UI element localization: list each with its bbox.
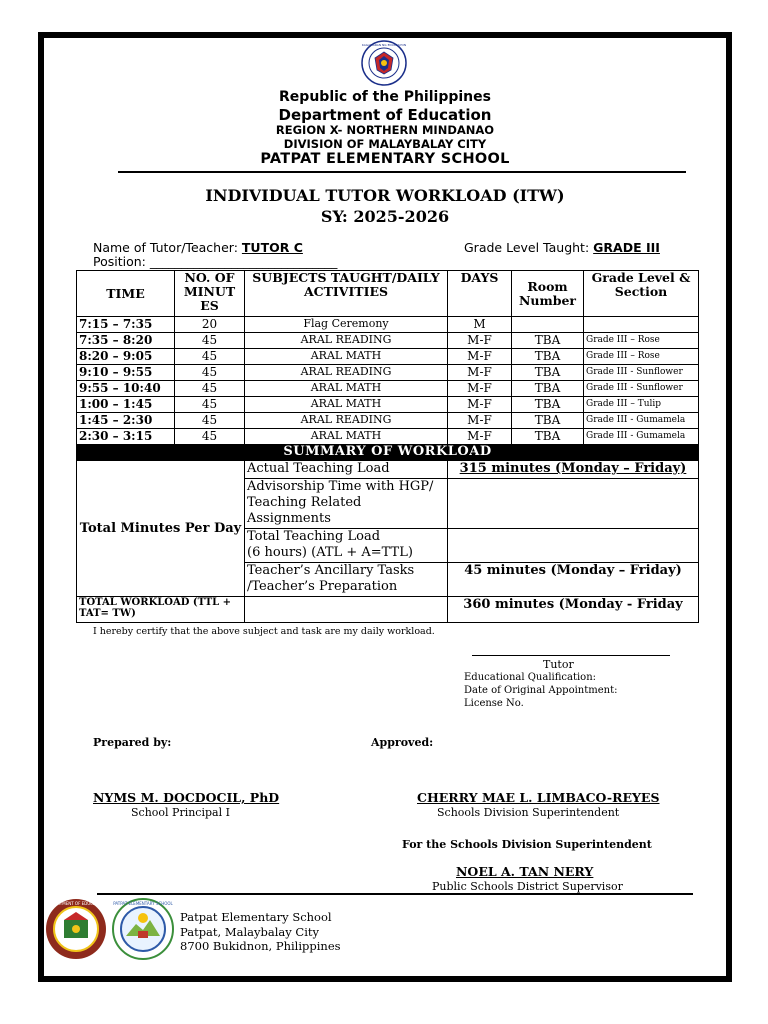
footer-city: Patpat, Malaybalay City — [180, 924, 320, 939]
footer-school-name: Patpat Elementary School — [180, 910, 332, 924]
row-section: Grade III – Rose — [584, 349, 699, 365]
tat-value: 45 minutes (Monday – Friday) — [448, 563, 699, 597]
prepared-by-label: Prepared by: — [93, 736, 172, 749]
row-subject: ARAL MATH — [245, 397, 448, 413]
row-room: TBA — [512, 381, 584, 397]
row-section: Grade III – Tulip — [584, 397, 699, 413]
row-time: 9:55 – 10:40 — [77, 381, 175, 397]
row-section — [584, 317, 699, 333]
row-subject: ARAL READING — [245, 365, 448, 381]
header-time: TIME — [77, 271, 175, 317]
row-section: Grade III - Sunflower — [584, 381, 699, 397]
row-minutes: 20 — [175, 317, 245, 333]
qualification-label: Educational Qualification: — [464, 672, 596, 683]
deped-seal-logo — [361, 40, 407, 86]
total-workload-label: TOTAL WORKLOAD (TTL + TAT= TW) — [77, 597, 245, 623]
row-room: TBA — [512, 413, 584, 429]
footer-divider — [97, 893, 693, 895]
row-room: TBA — [512, 365, 584, 381]
approved-label: Approved: — [371, 736, 434, 749]
department-heading: Department of Education — [278, 106, 492, 124]
atl-label: Actual Teaching Load — [245, 461, 448, 479]
region-heading: REGION X- NORTHERN MINDANAO — [275, 123, 495, 137]
header-days: DAYS — [448, 271, 512, 317]
row-subject: ARAL MATH — [245, 381, 448, 397]
summary-row-atl — [77, 461, 699, 479]
row-minutes: 45 — [175, 429, 245, 445]
row-minutes: 45 — [175, 413, 245, 429]
row-days: M-F — [448, 397, 512, 413]
atl-value: 315 minutes (Monday – Friday) — [448, 461, 699, 479]
grade-level-value: GRADE III — [593, 240, 660, 255]
row-days: M-F — [448, 333, 512, 349]
school-year: SY: 2025-2026 — [320, 207, 450, 226]
row-section: Grade III - Gumamela — [584, 413, 699, 429]
grade-level-line — [464, 240, 660, 255]
row-room: TBA — [512, 349, 584, 365]
row-minutes: 45 — [175, 381, 245, 397]
header-minutes: NO. OF MINUT ES — [175, 271, 245, 317]
table-row — [77, 429, 699, 445]
total-workload-value: 360 minutes (Monday - Friday — [448, 597, 699, 623]
summary-bar: SUMMARY OF WORKLOAD — [77, 445, 699, 461]
svg-text:PATPAT ELEMENTARY SCHOOL: PATPAT ELEMENTARY SCHOOL — [113, 901, 173, 906]
table-row — [77, 381, 699, 397]
row-section: Grade III - Sunflower — [584, 365, 699, 381]
certification-statement: I hereby certify that the above subject and task are my daily workload. — [93, 626, 435, 637]
ttl-value — [448, 529, 699, 563]
position-blank: ______________________________ — [149, 254, 338, 269]
tat-label: Teacher’s Ancillary Tasks /Teacher’s Preparation — [245, 563, 448, 597]
row-minutes: 45 — [175, 397, 245, 413]
row-room: TBA — [512, 397, 584, 413]
table-row — [77, 365, 699, 381]
tutor-name-value: TUTOR C — [241, 240, 303, 255]
grade-level-label: Grade Level Taught: — [464, 240, 590, 255]
row-time: 7:15 – 7:35 — [77, 317, 175, 333]
row-time: 9:10 – 9:55 — [77, 365, 175, 381]
tw-empty — [245, 597, 448, 623]
sds-title: Schools Division Superintendent — [437, 806, 620, 819]
division-seal-logo — [44, 898, 108, 960]
table-row — [77, 333, 699, 349]
row-room: TBA — [512, 429, 584, 445]
summary-row-tw — [77, 597, 699, 623]
tutor-name-label: Name of Tutor/Teacher: — [93, 240, 238, 255]
row-room: TBA — [512, 333, 584, 349]
republic-heading: Republic of the Philippines — [279, 89, 491, 105]
psds-name: NOEL A. TAN NERY — [456, 864, 594, 879]
row-section: Grade III - Gumamela — [584, 429, 699, 445]
header-divider — [118, 171, 686, 173]
header-subjects: SUBJECTS TAUGHT/DAILY ACTIVITIES — [245, 271, 448, 317]
division-heading: DIVISION OF MALAYBALAY CITY — [283, 137, 487, 151]
tutor-signature-line — [472, 655, 670, 656]
row-minutes: 45 — [175, 365, 245, 381]
summary-bar-row — [77, 445, 699, 461]
position-line — [93, 254, 337, 269]
principal-name: NYMS M. DOCDOCIL, PhD — [93, 790, 280, 805]
psds-title: Public Schools District Supervisor — [432, 880, 623, 893]
header-room: Room Number — [512, 271, 584, 317]
svg-text:KAGAWARAN NG EDUKASYON: KAGAWARAN NG EDUKASYON — [361, 43, 407, 47]
tutor-label: Tutor — [543, 658, 574, 671]
row-subject: ARAL MATH — [245, 429, 448, 445]
row-time: 1:45 – 2:30 — [77, 413, 175, 429]
row-time: 2:30 – 3:15 — [77, 429, 175, 445]
for-sds-label: For the Schools Division Superintendent — [402, 838, 652, 851]
principal-title: School Principal I — [131, 806, 230, 819]
row-days: M-F — [448, 381, 512, 397]
row-days: M — [448, 317, 512, 333]
row-time: 1:00 – 1:45 — [77, 397, 175, 413]
table-row — [77, 397, 699, 413]
total-minutes-label: Total Minutes Per Day — [77, 461, 245, 597]
row-subject: ARAL READING — [245, 333, 448, 349]
row-time: 8:20 – 9:05 — [77, 349, 175, 365]
row-room — [512, 317, 584, 333]
school-seal-logo — [112, 898, 174, 960]
license-label: License No. — [464, 698, 524, 709]
row-minutes: 45 — [175, 333, 245, 349]
document-title: INDIVIDUAL TUTOR WORKLOAD (ITW) — [205, 186, 565, 205]
table-row — [77, 413, 699, 429]
row-days: M-F — [448, 365, 512, 381]
header-section: Grade Level & Section — [584, 271, 699, 317]
row-section: Grade III – Rose — [584, 333, 699, 349]
sds-name: CHERRY MAE L. LIMBACO-REYES — [417, 790, 660, 805]
row-minutes: 45 — [175, 349, 245, 365]
footer-address — [180, 910, 341, 954]
appointment-label: Date of Original Appointment: — [464, 685, 618, 696]
row-days: M-F — [448, 413, 512, 429]
row-days: M-F — [448, 349, 512, 365]
table-header-row — [77, 271, 699, 317]
table-row — [77, 317, 699, 333]
footer-province: 8700 Bukidnon, Philippines — [180, 939, 341, 953]
advisory-label: Advisorship Time with HGP/ Teaching Related Assignments — [245, 479, 448, 529]
tutor-name-line — [93, 240, 303, 255]
table-row — [77, 349, 699, 365]
workload-table — [76, 270, 699, 623]
row-days: M-F — [448, 429, 512, 445]
advisory-value — [448, 479, 699, 529]
position-label: Position: — [93, 254, 146, 269]
row-subject: Flag Ceremony — [245, 317, 448, 333]
row-time: 7:35 – 8:20 — [77, 333, 175, 349]
row-subject: ARAL READING — [245, 413, 448, 429]
ttl-label: Total Teaching Load (6 hours) (ATL + A=TTL) — [245, 529, 448, 563]
school-heading: PATPAT ELEMENTARY SCHOOL — [260, 151, 510, 167]
svg-text:DEPARTMENT OF EDUCATION: DEPARTMENT OF EDUCATION — [46, 901, 106, 906]
row-subject: ARAL MATH — [245, 349, 448, 365]
